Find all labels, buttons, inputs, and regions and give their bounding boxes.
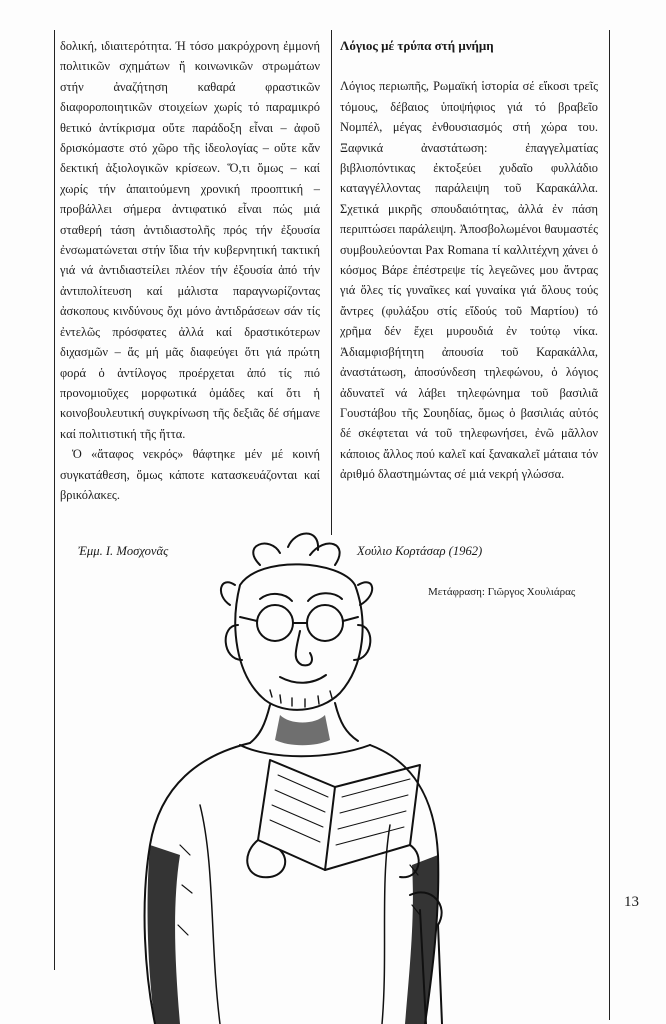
column-divider [331, 30, 332, 535]
left-signature: Ἐμμ. Ι. Μοσχονᾶς [78, 544, 169, 558]
right-margin-rule [609, 30, 610, 1020]
left-column [60, 36, 320, 505]
left-margin-rule [54, 30, 55, 970]
article-title: Λόγιος μέ τρύπα στή μνήμη [340, 38, 494, 53]
right-signature: Χούλιο Κορτάσαρ (1962) [357, 544, 483, 558]
left-paragraph-1: δολική, ιδιαιτερότητα. Ή τόσο μακρόχρονη ἐμμονή πολιτικῶν σχημάτων ἤ κοινωνικῶν στρωμάτων στήν ἀναζήτηση καθαρά φραστικῶν διαφοροποιητικῶν στοιχείων χωρίς τό παραμικρό θετικό ἀντίκρισμα οὔτε παράδοξη εἶναι – ἀφοῦ δρισκόμαστε στό χῶρο τῆς ἰδεολογίας – οὔτε κἄν δεκτική ἀξιολογικῶν κρίσεων. Ὅ,τι ὅμως – καί χωρίς τήν ἀπαιτούμενη χρονική προοπτική – προβάλλει σήμερα ἀντιφατικό εἶναι πώς μιά σταθερή τάση ἀντιδιαστολῆς πρός τήν ἐξουσία ἐνσωματώνεται στήν ἴδια τήν κυβερνητική τακτική γιά νά ἀντιδιαστείλει πλέον τήν ἐξουσία ἀπό τήν ἀντιπολίτευση καί μάλιστα παραγνωρίζοντας ἀσκοπους κινδύνους ὄχι μόνο ἀντιδράσεων σάν τίς ἐντελῶς πρόσφατες ἀλλά καί δραστικότερων διχασμῶν – ἄς μή μᾶς διαφεύγει ὅτι γιά πρώτη φορά ὁ ἀντίλογος προέρχεται ἀπό τίς πιό προνομιοῦχες μορφωτικά ὁμάδες καί ὅτι ἡ κοινοβουλευτική συγκρίνωση τῆς δεξιᾶς δέ σήμανε καί πολιτιστική τῆς ἥττα. [60, 39, 320, 441]
old-man-reading-illustration [120, 525, 460, 1024]
translation-credit: Μετάφραση: Γιῶργος Χουλιάρας [428, 586, 576, 598]
page-number: 13 [624, 894, 639, 910]
right-column [340, 36, 598, 485]
right-paragraph: Λόγιος περιωπῆς, Ρωμαϊκή ἱστορία σέ εἴκοσι τρεῖς τόμους, δέβαιος ὑποψήφιος γιά τό βραβεῖο Νομπέλ, μέγας ἐνθουσιασμός στή χώρα του. Ξαφνικά ἀναστάτωση: ἐπαγγελματίας βιβλιοπόντικας ἐκτοξεύει χυδαῖο φυλλάδιο καταγγέλλοντας παράλειψη τοῦ Καρακάλλα. Σχετικά μικρῆς σπουδαιότητας, ἀλλά ἐν πάση περιπτώσει παράλειψη. Ἀποσβολωμένοι θαυμαστές συμβουλεύονται Pax Romana τί καλλιτέχνη χάνει ὁ κόσμος Βάρε ἐπέστρεψε τίς λεγεῶνες μου ἄντρας γιά ὅλες τίς γυναῖκες καί γυναίκα γιά ὅλους τούς ἄντρες (φυλάξου στίς εἴδούς τοῦ Μαρτίου) τό χρῆμα δέν ἔχει μυρουδιά ἐν τούτῳ νίκα. Ἀδιαμφισβήτητη ἀπουσία τοῦ Καρακάλλα, ἀναστάτωση, ἀποσύνδεση τηλεφώνου, ὁ λόγιος ἀδυνατεῖ νά λάβει τηλεφώνημα τοῦ βασιλιᾶ Γουστάβου τῆς Σουηδίας, ὅμως ὁ βασιλιάς αὐτός δέ σκέφτεται νά τοῦ τηλεφωνήσει, ἐνῶ μᾶλλον κάποιος ἄλλος πού καλεῖ καί ξανακαλεῖ μάταια τόν ἀριθμό δλαστημώντας σέ μιά νεκρή γλώσσα. [340, 79, 598, 482]
left-paragraph-2: Ὁ «ἄταφος νεκρός» θάφτηκε μέν μέ κοινή συγκατάθεση, ὅμως κάποτε κατασκευάζονται καί βρικόλακες. [60, 447, 320, 502]
